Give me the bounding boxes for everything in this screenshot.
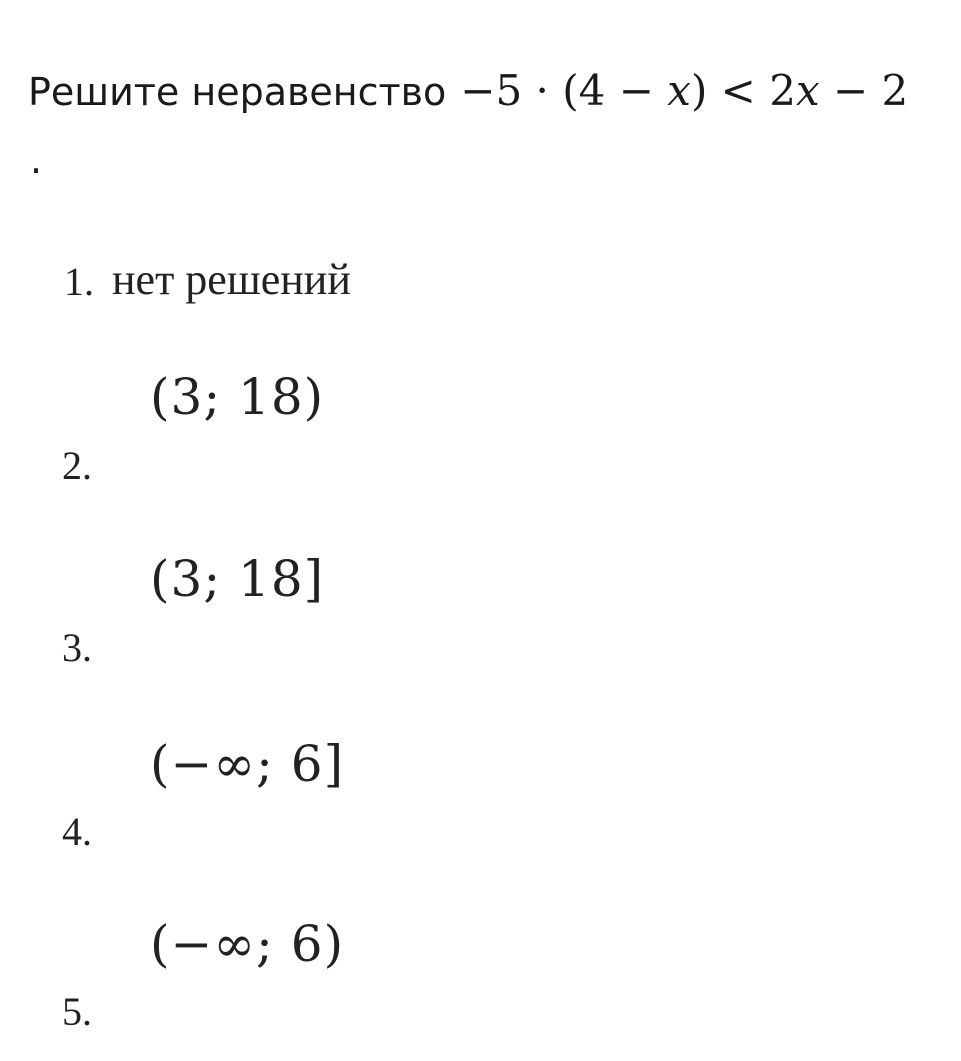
question-line — [28, 66, 908, 115]
option-5-number: 5. — [62, 989, 92, 1034]
option-4-math: (−∞; 6] — [150, 735, 345, 793]
expr-variable: x — [667, 66, 691, 115]
option-5-math: (−∞; 6) — [150, 915, 345, 973]
option-2-number: 2. — [62, 443, 92, 488]
option-1-text: нет решений — [112, 255, 351, 304]
question-trailing-dot: . — [30, 138, 43, 182]
expr-part-3: − 2 — [819, 66, 909, 115]
expr-variable-2: x — [795, 66, 820, 115]
question-prefix: Решите неравенство — [28, 70, 447, 114]
expr-part-2: ) < 2 — [690, 66, 796, 115]
expr-part-1: −5 · (4 − — [460, 66, 668, 115]
option-1-number: 1. — [64, 259, 94, 304]
option-3-number: 3. — [62, 625, 92, 670]
option-4-number: 4. — [62, 809, 92, 854]
question-expression — [460, 66, 908, 115]
option-3-math: (3; 18] — [150, 550, 325, 608]
option-2-math: (3; 18) — [150, 368, 325, 426]
